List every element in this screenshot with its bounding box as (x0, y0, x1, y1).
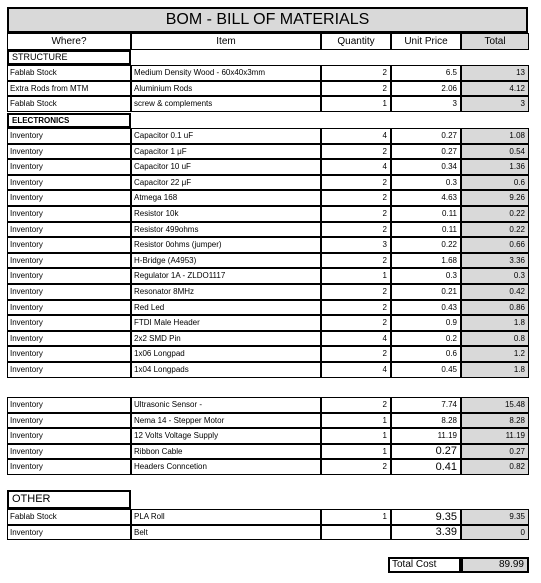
cell-qty: 2 (321, 300, 391, 315)
cell-total: 13 (461, 65, 529, 81)
cell-total: 0.6 (461, 175, 529, 190)
cell-unit: 0.27 (391, 144, 461, 159)
cell-qty: 1 (321, 509, 391, 525)
cell-total: 0.66 (461, 237, 529, 253)
cell-item: Resistor 0ohms (jumper) (131, 237, 321, 253)
cell-total: 9.26 (461, 190, 529, 206)
section-electronics: ELECTRONICS (7, 113, 131, 128)
cell-total: 0.42 (461, 284, 529, 300)
cell-qty: 1 (321, 96, 391, 112)
cell-total: 3.36 (461, 253, 529, 268)
cell-unit: 4.63 (391, 190, 461, 206)
cell-qty: 2 (321, 346, 391, 362)
cell-where: Inventory (7, 362, 131, 378)
section-other: OTHER (7, 490, 131, 509)
cell-item: 2x2 SMD Pin (131, 331, 321, 346)
cell-item: Aluminium Rods (131, 81, 321, 96)
cell-unit: 3 (391, 96, 461, 112)
cell-total: 3 (461, 96, 529, 112)
cell-item: Resonator 8MHz (131, 284, 321, 300)
cell-qty: 2 (321, 175, 391, 190)
cell-where: Inventory (7, 300, 131, 315)
cell-item: screw & complements (131, 96, 321, 112)
cell-where: Inventory (7, 315, 131, 331)
cell-unit: 1.68 (391, 253, 461, 268)
cell-where: Inventory (7, 222, 131, 237)
cell-where: Inventory (7, 331, 131, 346)
cell-where: Inventory (7, 459, 131, 475)
cell-qty: 2 (321, 206, 391, 222)
cell-where: Inventory (7, 253, 131, 268)
cell-item: Capacitor 22 μF (131, 175, 321, 190)
cell-total: 0 (461, 525, 529, 540)
cell-unit: 0.6 (391, 346, 461, 362)
header-item: Item (131, 33, 321, 50)
sheet-title: BOM - BILL OF MATERIALS (7, 7, 528, 33)
cell-unit: 3.39 (391, 525, 461, 540)
cell-where: Inventory (7, 268, 131, 284)
cell-unit: 0.22 (391, 237, 461, 253)
cell-where: Inventory (7, 428, 131, 444)
cell-total: 0.8 (461, 331, 529, 346)
cell-unit: 0.45 (391, 362, 461, 378)
cell-item: Resistor 499ohms (131, 222, 321, 237)
cell-where: Inventory (7, 346, 131, 362)
header-quantity: Quantity (321, 33, 391, 50)
cell-total: 0.22 (461, 206, 529, 222)
cell-qty: 1 (321, 428, 391, 444)
cell-where: Inventory (7, 237, 131, 253)
cell-qty: 4 (321, 159, 391, 175)
header-total: Total (461, 33, 529, 50)
cell-where: Inventory (7, 397, 131, 413)
cell-qty: 2 (321, 222, 391, 237)
cell-where: Inventory (7, 413, 131, 428)
cell-qty: 2 (321, 81, 391, 96)
cell-qty: 4 (321, 331, 391, 346)
cell-item: FTDI Male Header (131, 315, 321, 331)
cell-unit: 0.27 (391, 128, 461, 144)
cell-where: Inventory (7, 206, 131, 222)
cell-total: 0.3 (461, 268, 529, 284)
cell-unit: 0.11 (391, 206, 461, 222)
cell-unit: 0.11 (391, 222, 461, 237)
cell-unit: 9.35 (391, 509, 461, 525)
cell-where: Inventory (7, 159, 131, 175)
cell-item: Ribbon Cable (131, 444, 321, 459)
cell-qty: 1 (321, 413, 391, 428)
cell-total: 15.48 (461, 397, 529, 413)
cell-where: Inventory (7, 444, 131, 459)
cell-where: Fablab Stock (7, 96, 131, 112)
cell-qty: 2 (321, 315, 391, 331)
cell-qty: 2 (321, 65, 391, 81)
cell-total: 4.12 (461, 81, 529, 96)
cell-unit: 0.34 (391, 159, 461, 175)
cell-qty: 3 (321, 237, 391, 253)
cell-item: Atmega 168 (131, 190, 321, 206)
cell-qty: 1 (321, 444, 391, 459)
cell-qty (321, 525, 391, 540)
cell-unit: 0.21 (391, 284, 461, 300)
cell-unit: 2.06 (391, 81, 461, 96)
cell-qty: 2 (321, 253, 391, 268)
cell-where: Fablab Stock (7, 509, 131, 525)
cell-total: 1.2 (461, 346, 529, 362)
cell-total: 0.86 (461, 300, 529, 315)
cell-total: 1.8 (461, 315, 529, 331)
cell-item: Headers Conncetion (131, 459, 321, 475)
cell-total: 1.08 (461, 128, 529, 144)
cell-item: PLA Roll (131, 509, 321, 525)
cell-where: Inventory (7, 175, 131, 190)
cell-item: Capacitor 10 uF (131, 159, 321, 175)
cell-unit: 7.74 (391, 397, 461, 413)
cell-item: Belt (131, 525, 321, 540)
cell-unit: 0.41 (391, 459, 461, 475)
cell-qty: 4 (321, 128, 391, 144)
cell-unit: 0.43 (391, 300, 461, 315)
cell-unit: 0.3 (391, 268, 461, 284)
cell-unit: 0.2 (391, 331, 461, 346)
cell-where: Fablab Stock (7, 65, 131, 81)
cell-qty: 2 (321, 459, 391, 475)
cell-item: Nema 14 - Stepper Motor (131, 413, 321, 428)
cell-item: Ultrasonic Sensor - (131, 397, 321, 413)
cell-total: 8.28 (461, 413, 529, 428)
section-structure: STRUCTURE (7, 50, 131, 65)
cell-where: Inventory (7, 144, 131, 159)
cell-item: Regulator 1A - ZLDO1117 (131, 268, 321, 284)
cell-qty: 2 (321, 284, 391, 300)
cell-item: 1x04 Longpads (131, 362, 321, 378)
cell-item: 12 Volts Voltage Supply (131, 428, 321, 444)
total-cost-value: 89.99 (461, 557, 529, 573)
cell-where: Inventory (7, 525, 131, 540)
cell-item: Capacitor 0.1 uF (131, 128, 321, 144)
cell-where: Extra Rods from MTM (7, 81, 131, 96)
cell-total: 1.8 (461, 362, 529, 378)
header-unit-price: Unit Price (391, 33, 461, 50)
cell-qty: 1 (321, 268, 391, 284)
cell-unit: 8.28 (391, 413, 461, 428)
cell-unit: 11.19 (391, 428, 461, 444)
cell-total: 11.19 (461, 428, 529, 444)
cell-total: 0.54 (461, 144, 529, 159)
cell-where: Inventory (7, 190, 131, 206)
header-where: Where? (7, 33, 131, 50)
cell-unit: 0.3 (391, 175, 461, 190)
cell-qty: 2 (321, 190, 391, 206)
cell-qty: 4 (321, 362, 391, 378)
cell-total: 9.35 (461, 509, 529, 525)
cell-where: Inventory (7, 284, 131, 300)
cell-item: H-Bridge (A4953) (131, 253, 321, 268)
cell-item: Red Led (131, 300, 321, 315)
cell-total: 0.82 (461, 459, 529, 475)
cell-unit: 6.5 (391, 65, 461, 81)
cell-qty: 2 (321, 397, 391, 413)
cell-item: 1x06 Longpad (131, 346, 321, 362)
cell-total: 1.36 (461, 159, 529, 175)
cell-qty: 2 (321, 144, 391, 159)
cell-where: Inventory (7, 128, 131, 144)
cell-total: 0.27 (461, 444, 529, 459)
cell-unit: 0.27 (391, 444, 461, 459)
cell-item: Resistor 10k (131, 206, 321, 222)
cell-total: 0.22 (461, 222, 529, 237)
cell-unit: 0.9 (391, 315, 461, 331)
cell-item: Capacitor 1 μF (131, 144, 321, 159)
cell-item: Medium Density Wood - 60x40x3mm (131, 65, 321, 81)
total-cost-label: Total Cost (388, 557, 461, 573)
